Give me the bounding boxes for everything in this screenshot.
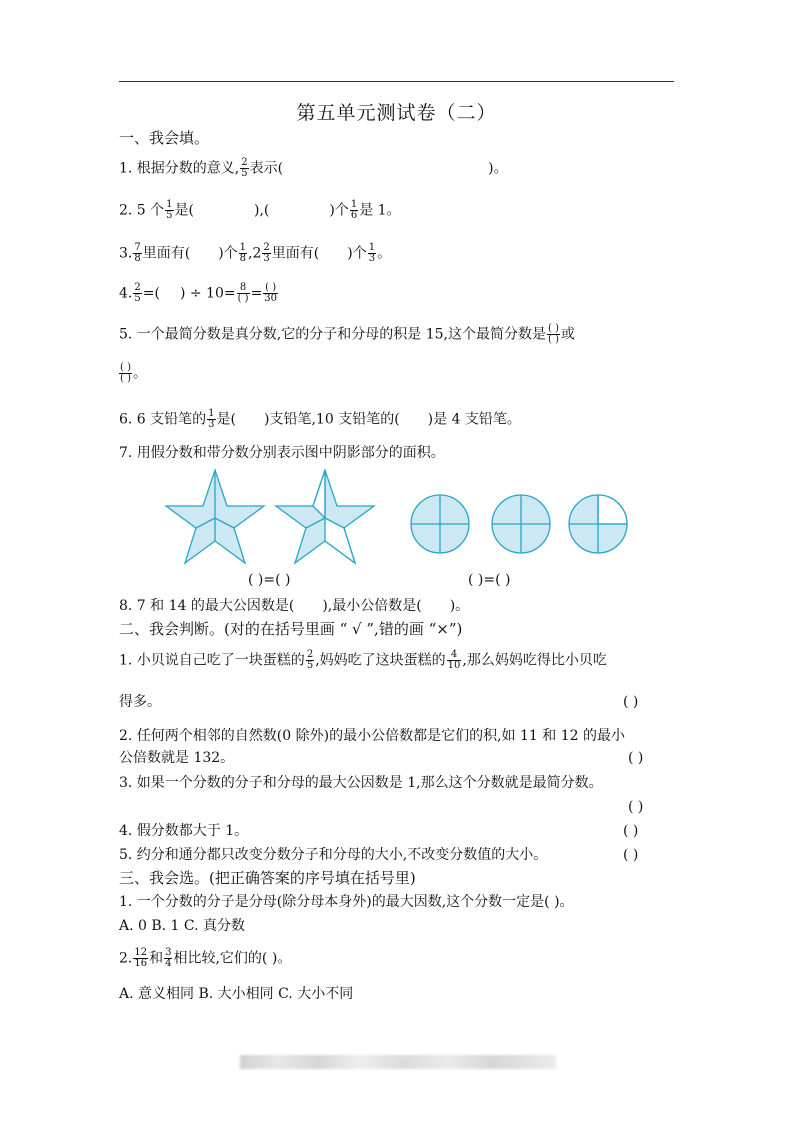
question-1-7: 7. 用假分数和带分数分别表示图中阴影部分的面积。 (119, 445, 445, 461)
question-1-2: 2. 5 个 $\frac{1}{5}$ 是( ),( )个 $\frac{1}{6}$ 是 1。 (119, 199, 401, 221)
question-1-5: 5. 一个最简分数是真分数,它的分子和分母的积是 15,这个最简分数是 ( ) ( ) 或 (119, 323, 575, 345)
judge-paren-1[interactable]: ( ) (623, 694, 639, 710)
question-2-5: 5. 约分和通分都只改变分数分子和分母的大小,不改变分数值的大小。 (119, 847, 548, 863)
question-1-1: 1. 根据分数的意义, $\frac{2}{5}$ 表示( )。 (119, 157, 508, 179)
question-3-1-options: A. 0 B. 1 C. 真分数 (119, 918, 246, 934)
question-1-8: 8. 7 和 14 的最大公因数是( ),最小公倍数是( )。 (119, 598, 470, 614)
question-1-3: 3. $\frac{7}{8}$ 里面有( )个 $\frac{1}{8}$ ,2 $\frac{2}{3}$ 里面有( )个 $\frac{1}{3}$ 。 (119, 242, 392, 264)
judge-paren-4[interactable]: ( ) (623, 823, 639, 839)
question-3-1: 1. 一个分数的分子是分母(除分母本身外)的最大因数,这个分数一定是( )。 (119, 894, 574, 910)
star-figure-2 (276, 470, 374, 563)
question-2-1-cont: 得多。 (119, 694, 161, 710)
judge-paren-3[interactable]: ( ) (628, 799, 644, 815)
question-2-4: 4. 假分数都大于 1。 (119, 823, 249, 839)
judge-paren-2[interactable]: ( ) (628, 750, 644, 766)
blurred-footer-watermark (240, 1055, 556, 1069)
top-rule (119, 81, 674, 82)
circle-figure-2 (492, 495, 550, 553)
answer-blank-circles[interactable]: ( )=( ) (468, 572, 511, 588)
question-2-2-cont: 公倍数就是 132。 (119, 750, 235, 766)
answer-blank-stars[interactable]: ( )=( ) (248, 572, 291, 588)
question-1-4: 4. $\frac{2}{5}$ =( ) ÷ 10= 8 ( ) = ( ) 30 (119, 282, 278, 304)
question-3-2: 2. $\frac{12}{16}$ 和 $\frac{3}{4}$ 相比较,它们的( )。 (119, 947, 292, 969)
section-3-heading: 三、我会选。(把正确答案的序号填在括号里) (119, 869, 416, 887)
question-1-6: 6. 6 支铅笔的 $\frac{1}{3}$ 是( )支铅笔,10 支铅笔的( )是 4 支铅笔。 (119, 408, 521, 430)
circle-figure-3 (569, 495, 627, 553)
circle-figure-1 (411, 495, 469, 553)
judge-paren-5[interactable]: ( ) (623, 847, 639, 863)
page-title: 第五单元测试卷（二） (296, 102, 497, 124)
section-1-heading: 一、我会填。 (119, 129, 210, 147)
question-3-2-options: A. 意义相同 B. 大小相同 C. 大小不同 (119, 986, 354, 1002)
shaded-figures (160, 466, 640, 566)
question-2-3: 3. 如果一个分数的分子和分母的最大公因数是 1,那么这个分数就是最简分数。 (119, 775, 603, 791)
question-2-2: 2. 任何两个相邻的自然数(0 除外)的最小公倍数都是它们的积,如 11 和 12 的最小 (119, 728, 625, 744)
star-figure-1 (166, 470, 264, 563)
section-2-heading: 二、我会判断。(对的在括号里画 “ √ ”,错的画 “×”) (119, 620, 463, 638)
question-2-1: 1. 小贝说自己吃了一块蛋糕的 $\frac{2}{5}$ ,妈妈吃了这块蛋糕的 $\frac{4}{10}$ ,那么妈妈吃得比小贝吃 (119, 649, 607, 671)
question-1-5-cont: ( ) ( ) 。 (120, 362, 147, 384)
